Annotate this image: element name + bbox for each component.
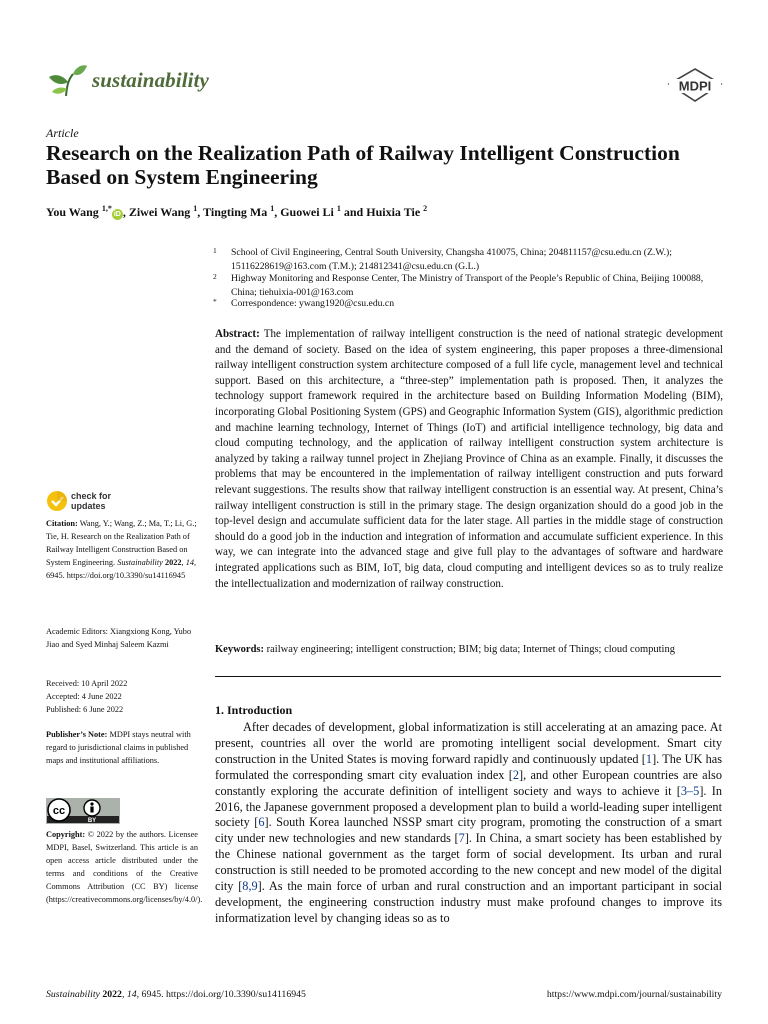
reference-link[interactable]: 2 bbox=[512, 767, 519, 782]
academic-editors: Academic Editors: Xiangxiong Kong, Yubo Jiao and Syed Minhaj Saleem Kazmi bbox=[46, 627, 192, 650]
journal-name: sustainability bbox=[92, 68, 209, 92]
leaf-icon bbox=[46, 62, 88, 98]
author-separator: , bbox=[274, 205, 281, 219]
correspondence: * Correspondence: ywang1920@csu.edu.cn bbox=[213, 297, 395, 309]
italic-text: 14 bbox=[126, 989, 137, 1000]
author-separator: and bbox=[340, 205, 367, 219]
author-name: Tingting Ma bbox=[203, 205, 271, 219]
abstract-label: Abstract: bbox=[215, 328, 260, 340]
author-affiliation-marker: 1 bbox=[270, 204, 275, 213]
paper-title: Research on the Realization Path of Railway Intelligent Construction Based on System Engineering bbox=[46, 141, 680, 189]
received-date: Received: 10 April 2022 bbox=[46, 679, 128, 688]
copyright-notice bbox=[46, 828, 203, 907]
bold-text: 2022 bbox=[102, 989, 122, 1000]
author-name: Ziwei Wang bbox=[128, 205, 194, 219]
copyright-label: Copyright: bbox=[46, 830, 86, 839]
citation-block bbox=[46, 517, 198, 582]
publishers-note-text: MDPI stays neutral with regard to jurisdictional claims in published maps and institutional affiliations. bbox=[46, 730, 191, 766]
footer-journal-url[interactable]: https://www.mdpi.com/journal/sustainability bbox=[546, 989, 722, 1000]
reference-link[interactable]: 6 bbox=[258, 815, 265, 830]
author-affiliation-marker: 1,* bbox=[101, 204, 112, 213]
keywords-text: railway engineering; intelligent construction; BIM; big data; Internet of Things; cloud computing bbox=[266, 644, 675, 655]
keywords-label: Keywords: bbox=[215, 644, 264, 655]
reference-link[interactable]: 3–5 bbox=[680, 783, 700, 798]
section-title: 1. Introduction bbox=[215, 703, 293, 717]
author-affiliation-marker: 2 bbox=[423, 204, 428, 213]
author-separator: , bbox=[197, 205, 204, 219]
italic-text: Sustainability bbox=[117, 558, 163, 568]
citation-label: Citation: bbox=[46, 519, 78, 528]
abstract bbox=[215, 327, 723, 592]
author-name: You Wang bbox=[46, 205, 102, 219]
bold-text: 2022 bbox=[164, 558, 182, 568]
affiliation-2: 2 Highway Monitoring and Response Center, The Ministry of Transport of the People’s Republic of China, Beijing 100088, China; tiehuixia-001@163.com bbox=[213, 272, 704, 298]
text-run: After decades of development, global informatization is still accelerating at an amazing pace. At present, countries all over the world are promoting intelligent social development. Smart city construction in the United States is moving forward rapidly and continuously updated [ bbox=[215, 720, 722, 766]
orcid-icon[interactable]: iD bbox=[113, 211, 121, 218]
author-name: Guowei Li bbox=[280, 205, 337, 219]
svg-text:updates: updates bbox=[71, 501, 106, 511]
accepted-date: Accepted: 4 June 2022 bbox=[46, 692, 122, 701]
italic-text: 14 bbox=[185, 558, 194, 568]
author-list bbox=[46, 204, 427, 220]
text-run: ]. As the main force of urban and rural construction and an important participant in social development, the engineering construction industry must make profound changes to improve its informatization level by changing ideas so as to bbox=[215, 879, 723, 925]
footer-citation bbox=[46, 989, 306, 1000]
text-run: , bbox=[181, 558, 186, 568]
reference-link[interactable]: 1 bbox=[645, 751, 653, 766]
copyright-text: © 2022 by the authors. Licensee MDPI, Basel, Switzerland. This article is an open access article distributed under the terms and conditions of the Creative Commons Attribution (CC BY) license (https://creativecommons.org/licenses/by/4.0/). bbox=[46, 830, 203, 905]
introduction-body bbox=[215, 720, 722, 927]
abstract-text: The implementation of railway intelligent construction is the need of national strategic development and the demand of society. Based on the idea of system engineering, this paper proposes a three-dimensional railway intelligent construction system architecture composed of a full life cycle, management level and technical support. Based on this architecture, a “three-step” implementation path is proposed. Then, it analyzes the technology support framework required in the architecture based on Building Information Modeling (BIM), incorporating Global Positioning System (GPS) and Geographic Information System (GIS), algorithmic prediction and machine learning technology, Internet of Things (IoT) and artificial intelligence technology, big data and cloud computing technology, and the application of railway intelligent construction system architecture is analyzed by taking a railway tunnel project in Zhejiang Province of China as an example. Finally, it discusses the problems that may be encountered in the implementation of railway intelligent construction and puts forward relevant suggestions. The results show that railway intelligent construction is an essential way. At present, China’s railway intelligent construction is still in the primary stage. The design organization should do a good job in the top-level design and accumulate sufficient data for the later stage. All parties in the middle stage of construction should do a good job in the induction and integration of information and accumulate sufficient experience. In this way, we can integrate into the advanced stage and give full play to the advantages of software and hardware integrated applications such as BIM, IoT, big data, cloud computing and intelligent devices so as to truly realize the intellectualization and modernization of railway construction. bbox=[215, 328, 723, 590]
text-run: ]. In China, a smart society has been established by the Chinese national government as the target form of social development. Its urban and rural construction is still needed to be promoted according to the new concept and new model of the digital city [ bbox=[215, 831, 722, 894]
text-run: , bbox=[121, 989, 127, 1000]
keywords bbox=[215, 643, 723, 657]
citation-text bbox=[46, 519, 197, 580]
publishers-note bbox=[46, 728, 198, 767]
reference-link[interactable]: 7 bbox=[458, 831, 465, 846]
svg-text:MDPI: MDPI bbox=[678, 78, 712, 94]
svg-text:cc: cc bbox=[52, 805, 66, 817]
text-run: Wang, Y.; Wang, Z.; Ma, T.; Li, G.; Tie, H. Research on the Realization Path of Railway Intelligent Construction Based on System Engineering. bbox=[46, 519, 197, 568]
affiliation-1: 1 School of Civil Engineering, Central South University, Changsha 410075, China; 204811157@csu.edu.cn (Z.W.); 15116228619@163.com (T.M.); 214812341@csu.edu.cn (G.L.) bbox=[213, 246, 672, 272]
italic-text: Sustainability bbox=[46, 989, 100, 1000]
svg-text:check for: check for bbox=[71, 491, 112, 501]
text-run: ]. The UK has formulated the corresponding smart city evaluation index [ bbox=[215, 751, 722, 782]
article-type: Article bbox=[46, 126, 79, 140]
author-separator: , bbox=[122, 205, 129, 219]
cc-by-license-icon[interactable] bbox=[46, 798, 120, 824]
reference-link[interactable]: 8,9 bbox=[242, 879, 258, 894]
svg-text:BY: BY bbox=[87, 818, 97, 824]
author-affiliation-marker: 1 bbox=[336, 204, 341, 213]
text-run: ]. South Korea launched NSSP smart city program, promoting the construction of a smart city under new technologies and new standards [ bbox=[215, 815, 722, 846]
text-run: , 6945. https://doi.org/10.3390/su14116945 bbox=[46, 558, 197, 581]
divider bbox=[215, 676, 721, 677]
text-run: , 6945. https://doi.org/10.3390/su14116945 bbox=[136, 989, 306, 1000]
check-for-updates-badge[interactable] bbox=[46, 488, 136, 514]
author-name: Huixia Tie bbox=[366, 205, 424, 219]
text-run: ], and other European countries are also constantly exploring the accurate definition of intelligent society and ways to achieve it [ bbox=[215, 767, 722, 798]
mdpi-logo bbox=[666, 68, 724, 104]
text-run: ]. In 2016, the Japanese government proposed a development plan to build a world-leading super intelligent society [ bbox=[215, 783, 722, 830]
author-affiliation-marker: 1 bbox=[193, 204, 198, 213]
publishers-note-label: Publisher’s Note: bbox=[46, 730, 108, 739]
published-date: Published: 6 June 2022 bbox=[46, 705, 124, 714]
paragraph bbox=[215, 720, 722, 927]
